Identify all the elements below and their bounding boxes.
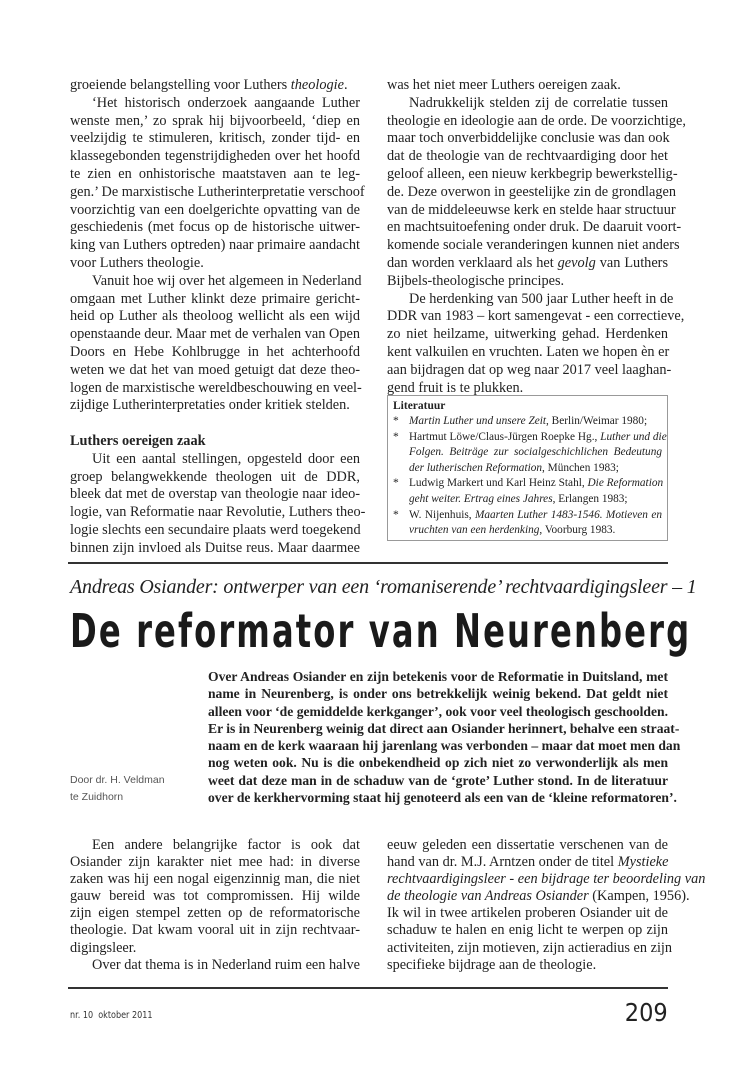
text-line: schaduw te halen en enig licht te werpen op zijn bbox=[387, 922, 668, 939]
bullet-icon: * bbox=[393, 430, 399, 443]
text-line: theologie. Dat kwam vooral uit in zijn rechtvaar- bbox=[70, 922, 360, 939]
author-byline bbox=[70, 772, 165, 807]
text-line: Ik wil in twee artikelen proberen Osiander uit de bbox=[387, 905, 668, 922]
right-column-bottom bbox=[387, 837, 706, 974]
text-line: Bijbels-theologische principes. bbox=[387, 272, 565, 289]
text-line: omgaan met Luther klinkt deze primaire gericht- bbox=[70, 290, 360, 307]
text-line: der lutherischen Reformation, München 1983; bbox=[409, 461, 619, 474]
italic-text: Martin Luther und unsere Zeit bbox=[409, 415, 547, 427]
italic-text: gevolg bbox=[557, 254, 596, 271]
text-line: Martin Luther und unsere Zeit, Berlin/Weimar 1980; bbox=[409, 415, 648, 427]
text-line: Uit een aantal stellingen, opgesteld door een bbox=[92, 450, 360, 467]
left-column-top bbox=[70, 77, 366, 558]
paragraph bbox=[387, 837, 706, 974]
text-line: gen.’ De marxistische Lutherinterpretatie verschoof bbox=[70, 183, 365, 200]
italic-text: der lutherischen Reformation bbox=[409, 461, 543, 474]
text-line: kent valkuilen en vruchten. Laten we hopen èn er bbox=[387, 343, 670, 360]
paragraph bbox=[387, 290, 685, 398]
right-column-top bbox=[387, 77, 686, 397]
article-subtitle: Andreas Osiander: ontwerper van een ‘romaniserende’ rechtvaardigingsleer – 1 bbox=[70, 576, 697, 598]
text-line: zaken was hij een nogal eigenzinnig man, die niet bbox=[70, 871, 360, 888]
text-line: DDR van 1983 – kort samengevat - een correctieve, bbox=[387, 308, 685, 325]
bullet-icon: * bbox=[393, 508, 399, 521]
text-line: de. Deze overwon in geestelijke zin de grondlagen bbox=[387, 183, 677, 200]
text-line: Nadrukkelijk stelden zij de correlatie tussen bbox=[409, 94, 668, 111]
text-line: veelzijdig te stimuleren, kritisch, zonder tijd- en bbox=[70, 130, 360, 147]
italic-text: Folgen. Beiträge zur socialgeschichlichen Bedeutung bbox=[409, 446, 662, 459]
text-line: alleen voor ‘de gemiddelde kerkganger’, ook voor veel theologisch geschoolden. bbox=[208, 703, 668, 719]
text-line: logen de marxistische wereldbeschouwing en veel- bbox=[70, 379, 362, 396]
text-line: specifieke bijdrage aan de theologie. bbox=[387, 956, 597, 973]
text-line: bleek dat met de overstap van theologie naar ideo- bbox=[70, 486, 360, 503]
text-line: De herdenking van 500 jaar Luther heeft in de bbox=[409, 290, 674, 307]
section-heading: Luthers oereigen zaak bbox=[70, 432, 206, 449]
text-line: Doors en Hebe Kohlbrugge in het achterhoofd bbox=[70, 343, 360, 360]
paragraph bbox=[208, 668, 681, 806]
text-line: activiteiten, zijn motieven, zijn actieradius en zijn bbox=[387, 939, 673, 956]
text-line: Osiander zijn karakter niet mee had: in diverse bbox=[70, 854, 360, 871]
text-line: Ludwig Markert und Karl Heinz Stahl, Die Reformation bbox=[409, 477, 664, 490]
left-column-bottom bbox=[70, 837, 360, 974]
text-line: Over Andreas Osiander en zijn betekenis voor de Reformatie in Duitsland, met bbox=[208, 669, 668, 684]
italic-text: vruchten van een herdenking bbox=[409, 524, 540, 537]
text-line: weten we dat het van moed getuigt dat deze theo- bbox=[70, 361, 360, 378]
text-line: Een andere belangrijke factor is ook dat bbox=[92, 837, 360, 853]
text-line: weet dat deze man in de schaduw van de ‘grote’ Luther stond. In de literatuur bbox=[208, 772, 668, 788]
text-line: digingsleer. bbox=[70, 939, 137, 956]
text-line: groeiende belangstelling voor Luthers theologie. bbox=[70, 77, 348, 93]
text-line: Hartmut Löwe/Claus-Jürgen Roepke Hg., Luther und die bbox=[409, 430, 667, 443]
paragraph bbox=[387, 77, 668, 95]
text-line: aan bijdragen dat op weg naar 2017 veel laaghan- bbox=[387, 361, 672, 378]
text-line: komende sociale veranderingen kunnen niet anders bbox=[387, 237, 680, 254]
author-location: te Zuidhorn bbox=[70, 791, 124, 804]
literature-item bbox=[393, 414, 662, 430]
text-line: Vanuit hoe wij over het algemeen in Nederland bbox=[92, 272, 362, 289]
paragraph bbox=[70, 94, 365, 273]
bullet-icon: * bbox=[393, 477, 399, 490]
article-title: De reformator van Neurenberg bbox=[70, 604, 692, 658]
text-line: dat de theologie van de rechtvaardiging door het bbox=[387, 148, 668, 165]
text-line: en machtsuitoefening onder druk. De daaruit voort- bbox=[387, 219, 682, 236]
text-line: openstaande deur. Maar met de verhalen van Open bbox=[70, 326, 360, 343]
paragraph bbox=[387, 94, 686, 291]
text-line: zijdige Lutherinterpretaties onder kritiek stelden. bbox=[70, 397, 350, 414]
author-name: Door dr. H. Veldman bbox=[70, 774, 165, 786]
text-line: maar toch onverbiddelijke conclusie was dan ook bbox=[387, 130, 670, 147]
section-divider-top bbox=[68, 562, 668, 564]
literature-item bbox=[393, 430, 667, 477]
literature-item bbox=[393, 476, 662, 507]
italic-text: theologie bbox=[290, 77, 344, 93]
text-line: naam en de kerk waaraan hij jarenlang was verbonden – maar dat moet men dan bbox=[208, 738, 681, 754]
paragraph bbox=[70, 450, 366, 558]
italic-text: Mystieke bbox=[617, 854, 669, 871]
literature-list bbox=[393, 414, 667, 539]
text-line: geschiedenis (met focus op de historische uitwer- bbox=[70, 219, 360, 236]
text-line: zijn eigen stempel zetten op de reformatorische bbox=[70, 905, 360, 922]
text-line: geht weiter. Ertrag eines Jahres, Erlangen 1983; bbox=[409, 492, 628, 505]
text-line: zo niet heilzame, uitwerking gehad. Herdenken bbox=[387, 326, 668, 343]
text-line: logie slechts een secundaire plaats werd toegekend bbox=[70, 521, 361, 538]
text-line: te zien en onhistorische maatstaven aan te leg- bbox=[70, 165, 360, 182]
text-line: logie, van Reformatie naar Revolutie, Luthers theo- bbox=[70, 504, 366, 521]
text-line: was het niet meer Luthers oereigen zaak. bbox=[387, 77, 621, 93]
paragraph bbox=[70, 957, 360, 974]
text-line: geloof alleen, een nieuw kerkbegrip bewerkstellig- bbox=[387, 165, 678, 182]
italic-text: de theologie van Andreas Osiander bbox=[387, 888, 589, 905]
text-line: dan worden verklaard als het gevolg van Luthers bbox=[387, 254, 669, 271]
text-line: klassegebonden tegenstrijdigheden over het hoofd bbox=[70, 148, 360, 165]
paragraph bbox=[70, 77, 360, 95]
text-line: heid op Luther als theoloog wellicht als een wijd bbox=[70, 308, 360, 325]
text-line: name in Neurenberg, is onder ons betrekkelijk weinig bekend. Dat geldt niet bbox=[208, 686, 668, 702]
text-line: voorzichtig van een doelgerichte opvatting van de bbox=[70, 201, 360, 218]
italic-text: Luther und die bbox=[600, 430, 667, 443]
footer-divider bbox=[68, 987, 668, 989]
paragraph bbox=[70, 273, 360, 415]
text-line: king van Luthers optreden) naar primaire aandacht bbox=[70, 237, 360, 254]
text-line: eeuw geleden een dissertatie verschenen van de bbox=[387, 837, 668, 853]
text-line bbox=[387, 871, 706, 888]
bullet-icon: * bbox=[393, 415, 399, 427]
text-line: gauw bereid was tot compromissen. Hij wilde bbox=[70, 888, 360, 905]
text-line: wenste men,’ zo sprak hij bijvoorbeeld, ‘diep en bbox=[70, 112, 360, 129]
text-line: over de kerkhervorming staat hij genoteerd als een van de ‘kleine reformatoren’. bbox=[208, 790, 677, 806]
text-line: Er is in Neurenberg weinig dat direct aan Osiander herinnert, behalve een straat- bbox=[208, 720, 680, 736]
literature-item bbox=[393, 508, 662, 539]
text-line: nog weten ook. Nu is die onbekendheid op zich niet zo verwonderlijk als men bbox=[208, 755, 668, 771]
italic-text: geht weiter. Ertrag eines Jahres bbox=[409, 492, 553, 505]
footer-issue: nr. 10 oktober 2011 bbox=[70, 1010, 153, 1021]
italic-text: Maarten Luther 1483-1546. Motieven en bbox=[474, 508, 662, 521]
italic-text: Die Reformation bbox=[587, 477, 664, 490]
page-number: 209 bbox=[625, 998, 668, 1027]
paragraph bbox=[70, 837, 360, 957]
text-line: W. Nijenhuis, Maarten Luther 1483-1546. Motieven en bbox=[409, 508, 662, 521]
text-line: ‘Het historisch onderzoek aangaande Luther bbox=[92, 94, 360, 111]
text-line: binnen zijn invloed als Duitse reus. Maar daarmee bbox=[70, 539, 360, 556]
text-line: van de middeleeuwse kerk en stelde haar structuur bbox=[387, 201, 676, 218]
italic-text: rechtvaardigingsleer - een bijdrage ter beoordeling van bbox=[387, 871, 706, 888]
text-line: gend fruit is te plukken. bbox=[387, 379, 524, 396]
text-line: Over dat thema is in Nederland ruim een halve bbox=[92, 956, 360, 973]
text-line: hand van dr. M.J. Arntzen onder de titel Mystieke bbox=[387, 854, 669, 871]
literature-title: Literatuur bbox=[393, 400, 446, 412]
text-line: de theologie van Andreas Osiander (Kampen, 1956). bbox=[387, 888, 690, 905]
article-intro bbox=[208, 668, 681, 806]
text-line bbox=[409, 445, 662, 461]
text-line: groep belangwekkende theologen uit de DDR, bbox=[70, 468, 360, 485]
text-line: theologie en ideologie aan de orde. De voorzichtige, bbox=[387, 112, 686, 129]
text-line: vruchten van een herdenking, Voorburg 1983. bbox=[409, 524, 616, 537]
literature-box bbox=[387, 395, 668, 541]
text-line: voor Luthers theologie. bbox=[70, 254, 204, 271]
